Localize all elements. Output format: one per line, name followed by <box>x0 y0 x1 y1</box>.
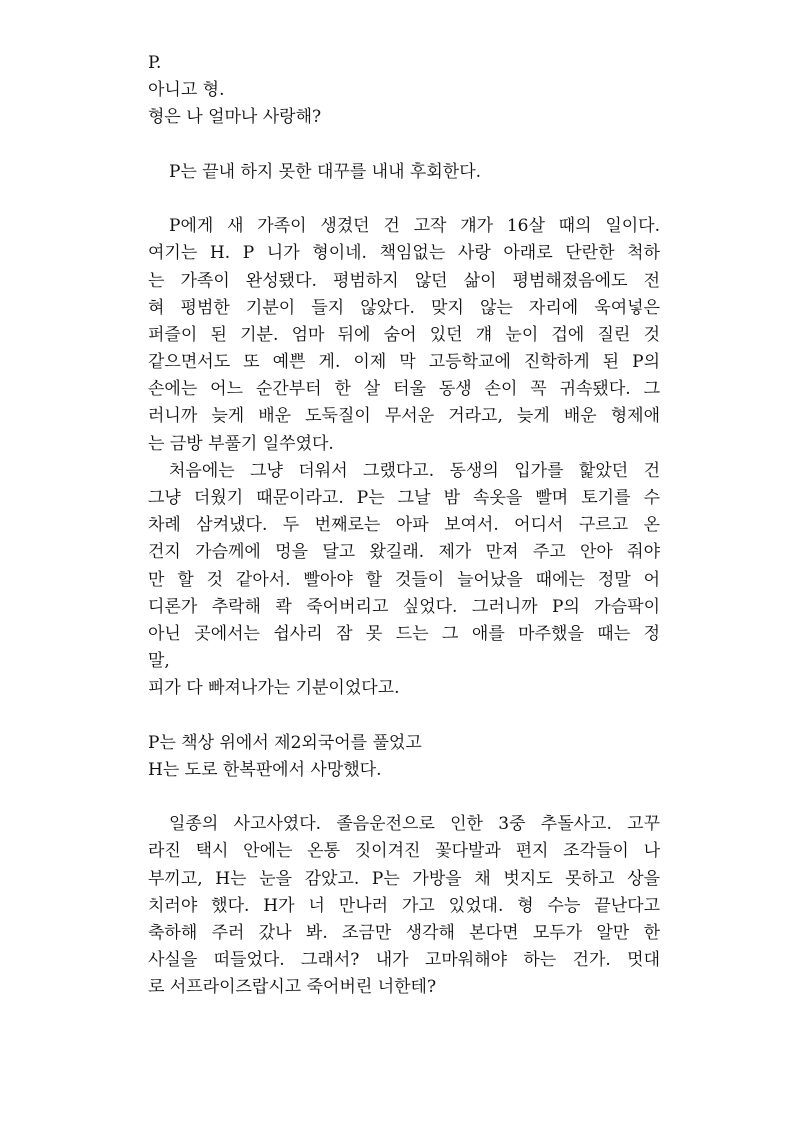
paragraph <box>148 811 660 1001</box>
text-line: 아니고 형. <box>148 80 225 101</box>
paragraph <box>148 458 660 703</box>
dialogue-block <box>148 730 660 784</box>
paragraph <box>148 213 660 458</box>
text-line: P는 끝내 하지 못한 대꾸를 내내 후회한다. <box>169 161 482 182</box>
text-line: 퍼즐이 된 기분. 엄마 뒤에 숨어 있던 걔 눈이 겁에 질린 것 <box>148 324 660 345</box>
text-line: P. <box>148 53 162 73</box>
blank-line <box>148 132 660 159</box>
text-line: 처음에는 그냥 더워서 그랬다고. 동생의 입가를 핥았던 건 <box>169 460 660 481</box>
text-line: 차례 삼켜냈다. 두 번째로는 아파 보여서. 어디서 구르고 온 <box>148 515 660 536</box>
text-line: 는 금방 부풀기 일쑤였다. <box>148 433 334 454</box>
text-line: 그냥 더웠기 때문이라고. P는 그날 밤 속옷을 빨며 토기를 수 <box>148 488 660 508</box>
text-line: P에게 새 가족이 생겼던 건 고작 걔가 16살 때의 일이다. <box>169 216 660 237</box>
blank-line <box>148 703 660 730</box>
text-line: 손에는 어느 순간부터 한 살 터울 동생 손이 꼭 귀속됐다. 그 <box>148 379 660 400</box>
text-line: 아닌 곳에서는 쉽사리 잠 못 드는 그 애를 마주했을 때는 정 <box>148 623 660 644</box>
text-line: 혀 평범한 기분이 들지 않았다. 맞지 않는 자리에 욱여넣은 <box>148 297 660 318</box>
body-text <box>148 50 660 1002</box>
text-line: 부끼고, H는 눈을 감았고. P는 가방을 채 벗지도 못하고 상을 <box>148 868 660 889</box>
text-line: 라진 택시 안에는 온통 짓이겨진 꽃다발과 편지 조각들이 나 <box>148 841 660 862</box>
text-line: 건지 가슴께에 멍을 달고 왔길래. 제가 만져 주고 안아 줘야 <box>148 542 660 563</box>
text-line: H는 도로 한복판에서 사망했다. <box>148 759 382 780</box>
text-line: 디론가 추락해 콱 죽어버리고 싶었다. 그러니까 P의 가슴팍이 <box>148 596 660 617</box>
text-line: 일종의 사고사였다. 졸음운전으로 인한 3중 추돌사고. 고꾸 <box>169 814 660 835</box>
text-line: 같으면서도 또 예쁜 게. 이제 막 고등학교에 진학하게 된 P의 <box>148 352 660 373</box>
blank-line <box>148 784 660 811</box>
text-line: P는 책상 위에서 제2외국어를 풀었고 <box>148 732 422 753</box>
text-line: 러니까 늦게 배운 도둑질이 무서운 거라고, 늦게 배운 형제애 <box>148 406 660 427</box>
text-line: 로 서프라이즈랍시고 죽어버린 너한테? <box>148 977 437 998</box>
text-line: 피가 다 빠져나가는 기분이었다고. <box>148 678 400 699</box>
text-line: 여기는 H. P 니가 형이네. 책임없는 사랑 아래로 단란한 척하 <box>148 243 660 264</box>
text-line: 치러야 했다. H가 너 만나러 가고 있었대. 형 수능 끝난다고 <box>148 895 660 916</box>
text-line: 사실을 떠들었다. 그래서? 내가 고마워해야 하는 건가. 멋대 <box>148 950 660 971</box>
text-line: 는 가족이 완성됐다. 평범하지 않던 삶이 평범해졌음에도 전 <box>148 270 660 291</box>
text-line: 축하해 주러 갔나 봐. 조금만 생각해 본다면 모두가 알만 한 <box>148 923 660 943</box>
text-line: 형은 나 얼마나 사랑해? <box>148 107 322 128</box>
text-line: 말, <box>148 651 170 672</box>
dialogue-block <box>148 50 660 132</box>
blank-line <box>148 186 660 213</box>
text-line: 만 할 것 같아서. 빨아야 할 것들이 늘어났을 때에는 정말 어 <box>148 569 660 590</box>
